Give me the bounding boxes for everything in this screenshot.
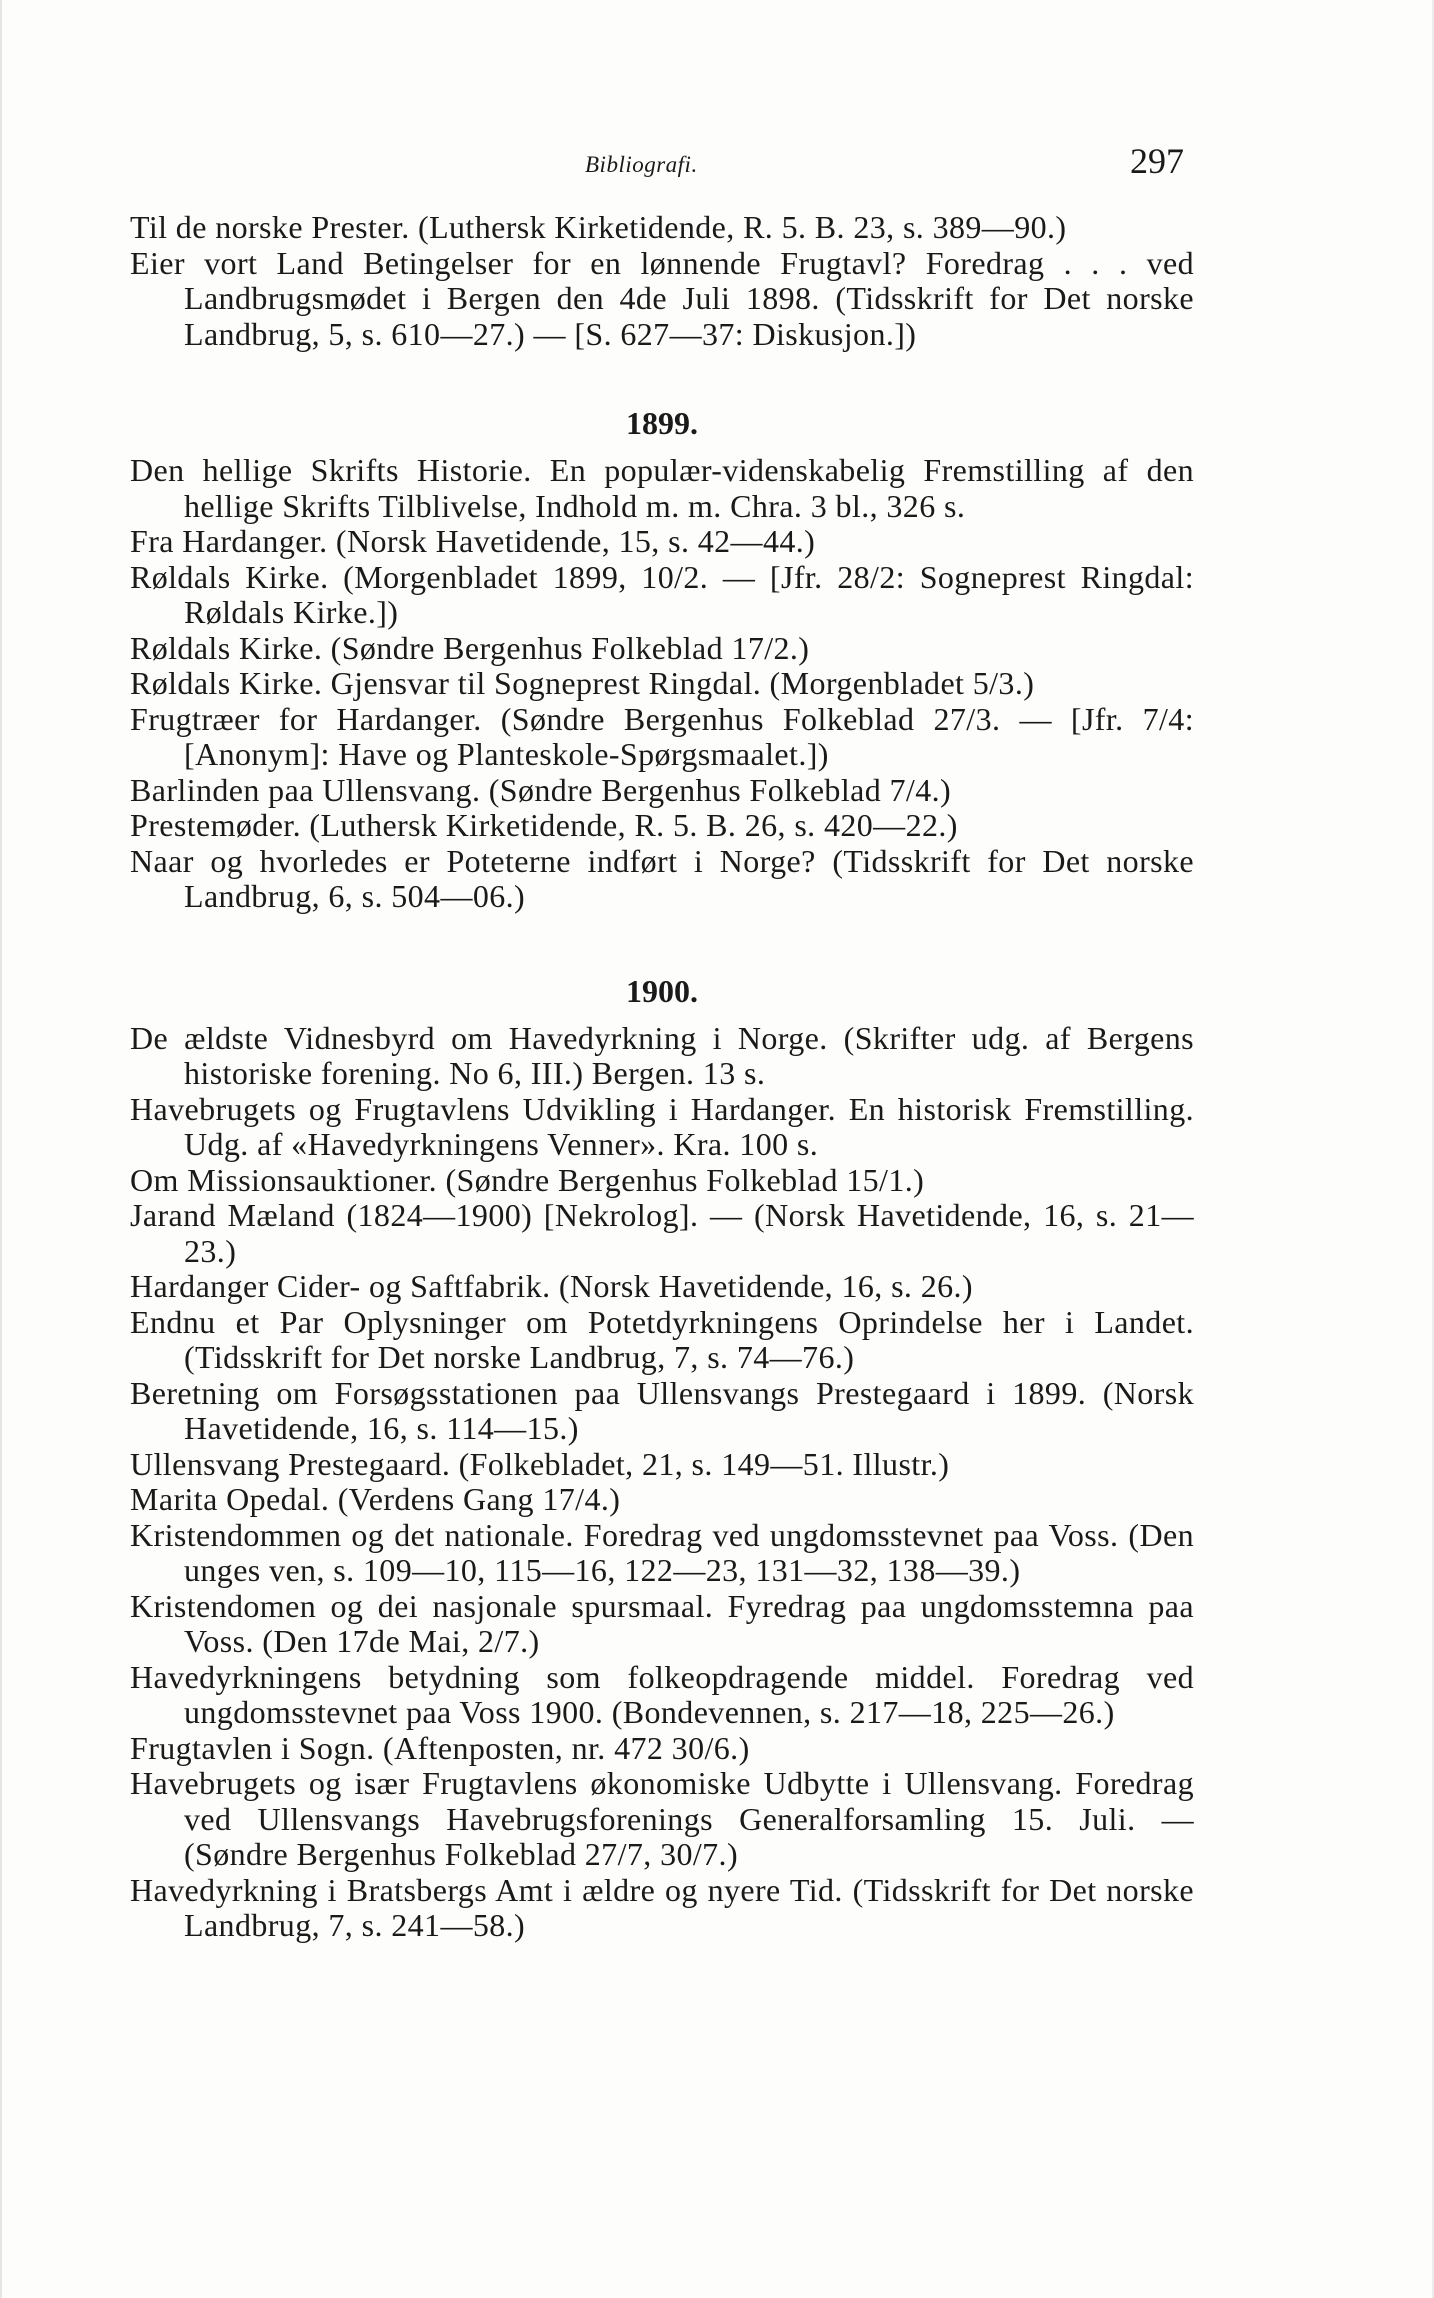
bibliography-entry: Fra Hardanger. (Norsk Havetidende, 15, s. 42—44.) bbox=[130, 523, 816, 559]
bibliography-entry: Røldals Kirke. (Søndre Bergenhus Folkeblad 17/2.) bbox=[130, 629, 810, 666]
bibliography-entry: Havebrugets og især Frugtavlens økonomiske Udbytte i Ullensvang. Foredrag ved Ullensvangs Havebrugsforenings Generalforsamling 15. Juli. — (Søndre Bergenhus Folkeblad 27/7, 30/7.) bbox=[130, 1765, 1194, 1872]
bibliography-entry: Beretning om Forsøgsstationen paa Ullensvangs Prestegaard i 1899. (Norsk Havetidende, 16, s. 114—15.) bbox=[130, 1374, 1194, 1446]
bibliography-entry: Den hellige Skrifts Historie. En populær-videnskabelig Fremstilling af den hellige Skrifts Tilblivelse, Indhold m. m. Chra. 3 bl., 326 s. bbox=[130, 452, 1194, 524]
running-title: Bibliografi. bbox=[585, 152, 698, 177]
bibliography-entry: Eier vort Land Betingelser for en lønnende Frugtavl? Foredrag . . . ved Landbrugsmødet i Bergen den 4de Juli 1898. (Tidsskrift for Det norske Landbrug, 5, s. 610—27.) — [S. 627—37: Diskusjon.]) bbox=[130, 244, 1194, 352]
bibliography-entry: De ældste Vidnesbyrd om Havedyrkning i Norge. (Skrifter udg. af Bergens historiske forening. No 6, III.) Bergen. 13 s. bbox=[130, 1019, 1194, 1091]
bibliography-entry: Endnu et Par Oplysninger om Potetdyrkningens Oprindelse her i Landet. (Tidsskrift for Det norske Landbrug, 7, s. 74—76.) bbox=[130, 1303, 1194, 1375]
bibliography-entry: Marita Opedal. (Verdens Gang 17/4.) bbox=[130, 1481, 621, 1517]
bibliography-entry: Havebrugets og Frugtavlens Udvikling i Hardanger. En historisk Fremstilling. Udg. af «Havedyrkningens Venner». Kra. 100 s. bbox=[130, 1090, 1194, 1162]
bibliography-entry: Røldals Kirke. Gjensvar til Sogneprest Ringdal. (Morgenbladet 5/3.) bbox=[130, 665, 1035, 701]
bibliography-entry: Jarand Mæland (1824—1900) [Nekrolog]. — (Norsk Havetidende, 16, s. 21—23.) bbox=[130, 1197, 1194, 1269]
bibliography-entry: Ullensvang Prestegaard. (Folkebladet, 21, s. 149—51. Illustr.) bbox=[130, 1445, 950, 1482]
year-heading: 1900. bbox=[626, 972, 698, 1009]
page-header bbox=[2, 140, 1434, 190]
bibliography-entry: Frugtavlen i Sogn. (Aftenposten, nr. 472 30/6.) bbox=[130, 1729, 750, 1766]
bibliography-entry: Havedyrkning i Bratsbergs Amt i ældre og nyere Tid. (Tidsskrift for Det norske Landbrug, 7, s. 241—58.) bbox=[130, 1871, 1194, 1943]
bibliography-entry: Frugtræer for Hardanger. (Søndre Bergenhus Folkeblad 27/3. — [Jfr. 7/4: [Anonym]: Have og Planteskole-Spørgsmaalet.]) bbox=[130, 700, 1194, 772]
year-heading: 1899. bbox=[626, 405, 698, 441]
page-number: 297 bbox=[1130, 141, 1184, 181]
bibliography-entry: Prestemøder. (Luthersk Kirketidende, R. 5. B. 26, s. 420—22.) bbox=[130, 807, 958, 843]
bibliography-entry: Til de norske Prester. (Luthersk Kirketidende, R. 5. B. 23, s. 389—90.) bbox=[130, 209, 1067, 245]
bibliography-entry: Røldals Kirke. (Morgenbladet 1899, 10/2. — [Jfr. 28/2: Sogneprest Ringdal: Røldals Kirke.]) bbox=[130, 558, 1194, 630]
bibliography-entry: Barlinden paa Ullensvang. (Søndre Bergenhus Folkeblad 7/4.) bbox=[130, 771, 952, 808]
bibliography-entry: Hardanger Cider- og Saftfabrik. (Norsk Havetidende, 16, s. 26.) bbox=[130, 1268, 973, 1304]
bibliography-entry: Naar og hvorledes er Poteterne indført i Norge? (Tidsskrift for Det norske Landbrug, 6, s. 504—06.) bbox=[130, 842, 1194, 914]
bibliography-entry: Om Missionsauktioner. (Søndre Bergenhus Folkeblad 15/1.) bbox=[130, 1161, 925, 1198]
bibliography-entry: Kristendomen og dei nasjonale spursmaal. Fyredrag paa ungdomsstemna paa Voss. (Den 17de Mai, 2/7.) bbox=[130, 1587, 1194, 1659]
bibliography-entry: Havedyrkningens betydning som folkeopdragende middel. Foredrag ved ungdomsstevnet paa Voss 1900. (Bondevennen, s. 217—18, 225—26.) bbox=[130, 1658, 1194, 1730]
bibliography-list bbox=[130, 210, 1194, 1944]
bibliography-entry: Kristendommen og det nationale. Foredrag ved ungdomsstevnet paa Voss. (Den unges ven, s. 109—10, 115—16, 122—23, 131—32, 138—39.) bbox=[130, 1516, 1194, 1588]
